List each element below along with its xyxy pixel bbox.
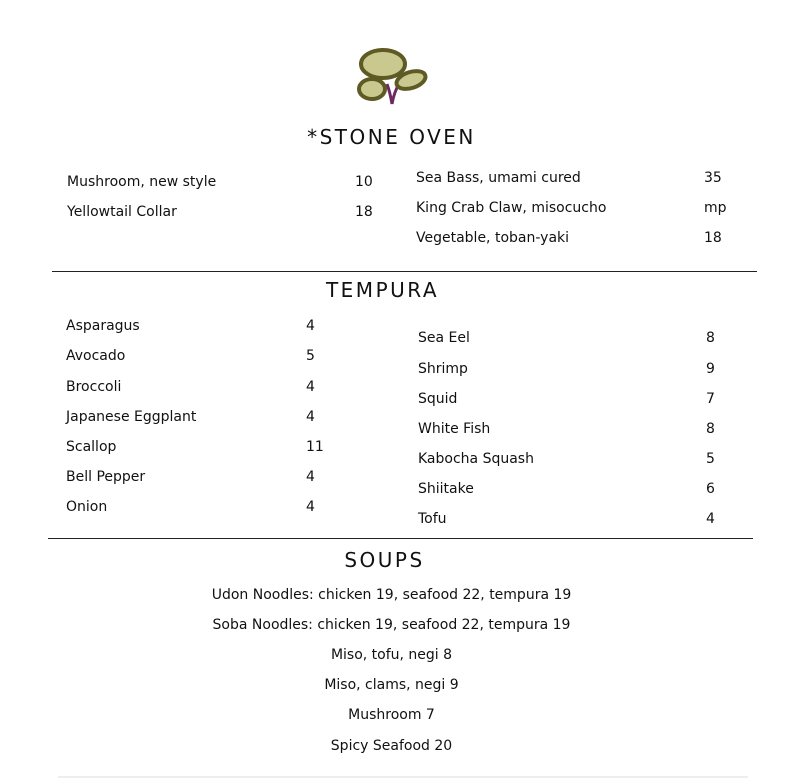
tempura-item-price: 11 — [306, 439, 324, 455]
tempura-item-name: Bell Pepper — [66, 469, 146, 485]
tempura-item-name: White Fish — [418, 421, 491, 437]
stone-oven-item-price: 18 — [704, 230, 722, 246]
tempura-item-price: 4 — [706, 511, 715, 527]
page-bottom-edge — [58, 776, 748, 778]
stone-oven-item-price: mp — [704, 200, 727, 216]
tempura-item-name: Shiitake — [418, 481, 474, 497]
tempura-item-name: Shrimp — [418, 361, 468, 377]
stone-oven-item-price: 35 — [704, 170, 722, 186]
leaf-small-left — [359, 79, 385, 99]
divider-rule — [52, 271, 757, 272]
tempura-item-price: 5 — [706, 451, 715, 467]
soup-item: Miso, clams, negi 9 — [324, 677, 459, 693]
stone-oven-item-name: Yellowtail Collar — [67, 204, 177, 220]
soup-item: Miso, tofu, negi 8 — [330, 647, 453, 663]
stone-oven-item-price: 18 — [355, 204, 373, 220]
tempura-item-price: 4 — [306, 499, 315, 515]
section-title-tempura: TEMPURA — [325, 278, 440, 302]
divider-rule — [48, 538, 753, 539]
soup-item: Soba Noodles: chicken 19, seafood 22, tempura 19 — [212, 617, 571, 633]
soup-item: Mushroom 7 — [348, 707, 435, 723]
tempura-item-name: Scallop — [66, 439, 117, 455]
tempura-item-price: 5 — [306, 348, 315, 364]
tempura-item-name: Onion — [66, 499, 108, 515]
tempura-item-name: Sea Eel — [418, 330, 470, 346]
tempura-item-name: Tofu — [418, 511, 447, 527]
tempura-item-price: 9 — [706, 361, 715, 377]
stone-oven-item-name: Mushroom, new style — [67, 174, 217, 190]
stone-oven-item-name: Sea Bass, umami cured — [416, 170, 581, 186]
tempura-item-price: 7 — [706, 391, 715, 407]
section-title-stone-oven: *STONE OVEN — [307, 125, 476, 149]
tempura-item-price: 8 — [706, 330, 715, 346]
stone-oven-item-name: Vegetable, toban-yaki — [416, 230, 570, 246]
tempura-item-price: 4 — [306, 469, 315, 485]
tempura-item-name: Japanese Eggplant — [66, 409, 197, 425]
tempura-item-name: Broccoli — [66, 379, 122, 395]
soup-item: Udon Noodles: chicken 19, seafood 22, tempura 19 — [211, 587, 572, 603]
tempura-item-name: Asparagus — [66, 318, 140, 334]
tempura-item-name: Kabocha Squash — [418, 451, 534, 467]
leaf-sprig-icon — [352, 44, 432, 108]
tempura-item-price: 4 — [306, 318, 315, 334]
stone-oven-item-price: 10 — [355, 174, 373, 190]
tempura-item-price: 6 — [706, 481, 715, 497]
soup-item: Spicy Seafood 20 — [330, 738, 453, 754]
tempura-item-name: Avocado — [66, 348, 126, 364]
tempura-item-price: 4 — [306, 409, 315, 425]
section-title-soups: SOUPS — [344, 548, 425, 572]
leaf-large — [361, 50, 405, 78]
tempura-item-price: 8 — [706, 421, 715, 437]
tempura-item-price: 4 — [306, 379, 315, 395]
stone-oven-item-name: King Crab Claw, misocucho — [416, 200, 607, 216]
tempura-item-name: Squid — [418, 391, 458, 407]
